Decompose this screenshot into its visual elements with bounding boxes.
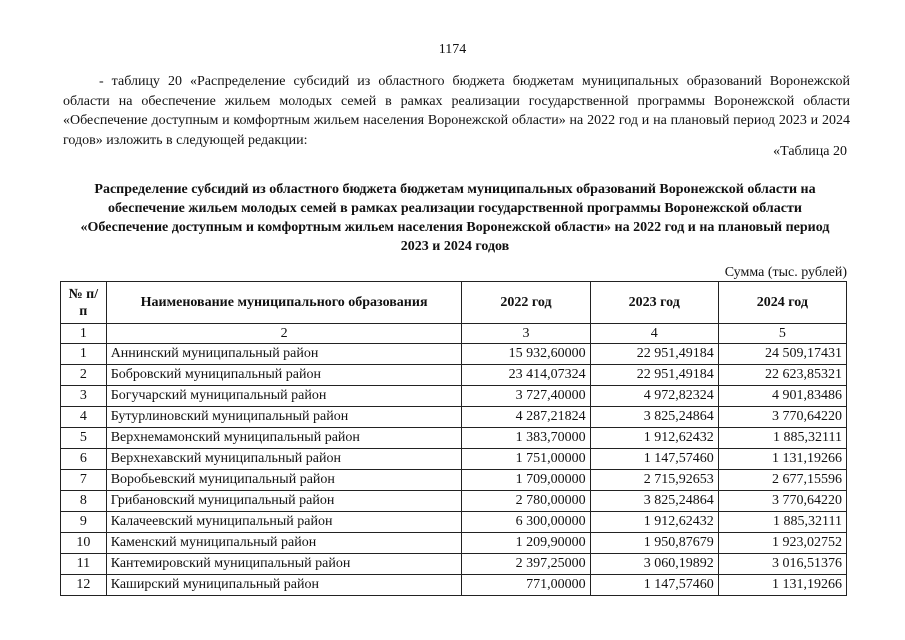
value-2022: 1 709,00000: [462, 470, 590, 491]
value-2023: 1 912,62432: [590, 428, 718, 449]
header-name: Наименование муниципального образования: [106, 282, 462, 324]
value-2022: 15 932,60000: [462, 344, 590, 365]
district-name: Аннинский муниципальный район: [106, 344, 462, 365]
value-2024: 2 677,15596: [718, 470, 846, 491]
header-no: № п/п: [61, 282, 107, 324]
table-row: [61, 554, 847, 575]
row-number: 3: [61, 386, 107, 407]
table-row: [61, 449, 847, 470]
value-2024: 3 770,64220: [718, 491, 846, 512]
table-heading: Распределение субсидий из областного бюджета бюджетам муниципальных образований Воронежской области на обеспечение жильем молодых семей в рамках реализации государственной программы Воронежской области «Обеспечение доступным и комфортным жильем населения Воронежской области» на 2022 год и на плановый период 2023 и 2024 годов: [80, 182, 830, 254]
district-name: Бобровский муниципальный район: [106, 365, 462, 386]
value-2024: 3 770,64220: [718, 407, 846, 428]
district-name: Каменский муниципальный район: [106, 533, 462, 554]
value-2023: 4 972,82324: [590, 386, 718, 407]
table-row: [61, 344, 847, 365]
value-2022: 771,00000: [462, 575, 590, 596]
value-2024: 3 016,51376: [718, 554, 846, 575]
value-2023: 1 950,87679: [590, 533, 718, 554]
district-name: Кантемировский муниципальный район: [106, 554, 462, 575]
row-number: 9: [61, 512, 107, 533]
header-2024: 2024 год: [718, 282, 846, 324]
index-cell: 2: [106, 324, 462, 344]
intro-paragraph: [63, 72, 850, 150]
value-2023: 22 951,49184: [590, 344, 718, 365]
header-row: [61, 282, 847, 324]
district-name: Каширский муниципальный район: [106, 575, 462, 596]
intro-text: - таблицу 20 «Распределение субсидий из областного бюджета бюджетам муниципальных образований Воронежской области на обеспечение жильем молодых семей в рамках реализации государственной программы Воронежской области «Обеспечение доступным и комфортным жильем населения Воронежской области» на 2022 год и на плановый период 2023 и 2024 годов» изложить в следующей редакции:: [63, 74, 850, 148]
row-number: 11: [61, 554, 107, 575]
value-2023: 1 147,57460: [590, 449, 718, 470]
table-label: «Таблица 20: [773, 144, 847, 159]
value-2024: 1 131,19266: [718, 575, 846, 596]
value-2022: 1 383,70000: [462, 428, 590, 449]
value-2023: 2 715,92653: [590, 470, 718, 491]
units-label: Сумма (тыс. рублей): [724, 265, 847, 280]
table-row: [61, 512, 847, 533]
value-2023: 3 825,24864: [590, 491, 718, 512]
row-number: 1: [61, 344, 107, 365]
index-row: [61, 324, 847, 344]
value-2022: 6 300,00000: [462, 512, 590, 533]
value-2022: 3 727,40000: [462, 386, 590, 407]
value-2023: 22 951,49184: [590, 365, 718, 386]
row-number: 7: [61, 470, 107, 491]
table-row: [61, 365, 847, 386]
table-row: [61, 470, 847, 491]
header-2022: 2022 год: [462, 282, 590, 324]
district-name: Бутурлиновский муниципальный район: [106, 407, 462, 428]
value-2024: 4 901,83486: [718, 386, 846, 407]
header-2023: 2023 год: [590, 282, 718, 324]
table-row: [61, 491, 847, 512]
subsidy-table: [60, 281, 847, 596]
value-2022: 2 397,25000: [462, 554, 590, 575]
table-row: [61, 575, 847, 596]
table-row: [61, 428, 847, 449]
value-2024: 24 509,17431: [718, 344, 846, 365]
value-2024: 1 131,19266: [718, 449, 846, 470]
value-2023: 1 147,57460: [590, 575, 718, 596]
district-name: Верхнехавский муниципальный район: [106, 449, 462, 470]
value-2024: 1 885,32111: [718, 512, 846, 533]
row-number: 5: [61, 428, 107, 449]
index-cell: 5: [718, 324, 846, 344]
row-number: 8: [61, 491, 107, 512]
table-row: [61, 386, 847, 407]
table-row: [61, 407, 847, 428]
value-2024: 1 885,32111: [718, 428, 846, 449]
page-number: 1174: [438, 42, 467, 57]
district-name: Воробьевский муниципальный район: [106, 470, 462, 491]
district-name: Калачеевский муниципальный район: [106, 512, 462, 533]
row-number: 2: [61, 365, 107, 386]
row-number: 4: [61, 407, 107, 428]
value-2022: 23 414,07324: [462, 365, 590, 386]
value-2022: 1 209,90000: [462, 533, 590, 554]
value-2024: 22 623,85321: [718, 365, 846, 386]
row-number: 6: [61, 449, 107, 470]
value-2022: 4 287,21824: [462, 407, 590, 428]
value-2024: 1 923,02752: [718, 533, 846, 554]
district-name: Верхнемамонский муниципальный район: [106, 428, 462, 449]
value-2023: 1 912,62432: [590, 512, 718, 533]
index-cell: 1: [61, 324, 107, 344]
district-name: Богучарский муниципальный район: [106, 386, 462, 407]
value-2022: 2 780,00000: [462, 491, 590, 512]
value-2023: 3 060,19892: [590, 554, 718, 575]
value-2022: 1 751,00000: [462, 449, 590, 470]
value-2023: 3 825,24864: [590, 407, 718, 428]
row-number: 12: [61, 575, 107, 596]
row-number: 10: [61, 533, 107, 554]
district-name: Грибановский муниципальный район: [106, 491, 462, 512]
index-cell: 3: [462, 324, 590, 344]
index-cell: 4: [590, 324, 718, 344]
table-row: [61, 533, 847, 554]
